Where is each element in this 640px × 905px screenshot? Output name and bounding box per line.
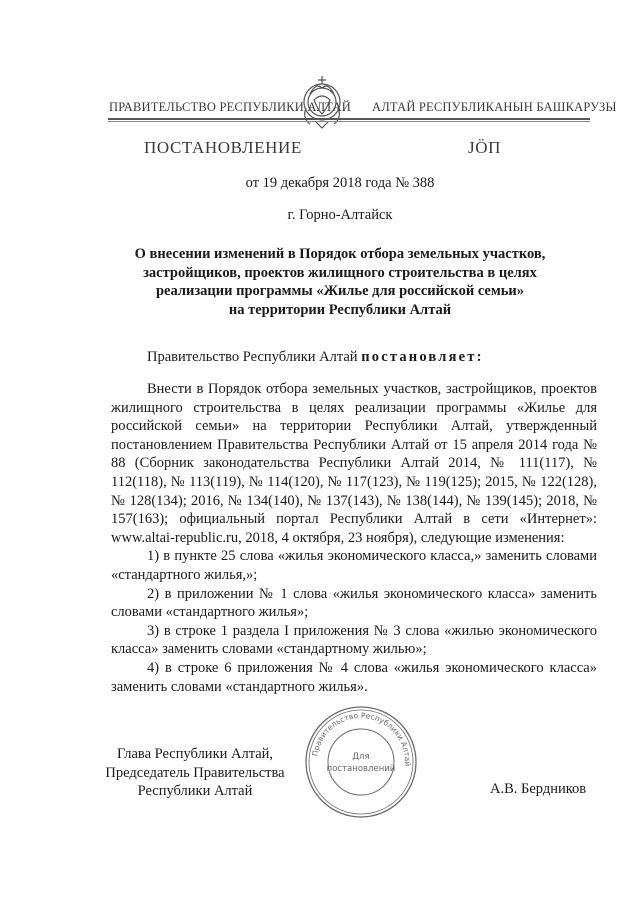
body-paragraph: 4) в строке 6 приложения № 4 слова «жилья экономического класса» заменить словами «стандартного жилья». bbox=[111, 659, 597, 695]
position-line: Председатель Правительства bbox=[105, 764, 285, 781]
decree-title bbox=[110, 245, 570, 319]
stamp-center-text: Для bbox=[352, 752, 370, 762]
org-name-russian: ПРАВИТЕЛЬСТВО РЕСПУБЛИКИ АЛТАЙ bbox=[109, 100, 351, 114]
body-paragraph: 2) в приложении № 1 слова «жилья экономического класса» заменить словами «стандартного жилья»; bbox=[111, 585, 597, 621]
position-line: Республики Алтай bbox=[137, 783, 253, 799]
header-divider-thin bbox=[108, 121, 590, 122]
signatory-name: А.В. Бердников bbox=[490, 781, 587, 797]
header-divider bbox=[108, 118, 590, 120]
decree-prefix: Правительство Республики Алтай bbox=[147, 349, 362, 365]
title-line: застройщиков, проектов жилищного строительства в целях bbox=[143, 264, 537, 281]
decree-verb: постановляет: bbox=[361, 349, 484, 365]
decree-city: г. Горно-Алтайск bbox=[287, 207, 393, 223]
stamp-ring-text: Правительство Республики Алтай bbox=[310, 710, 413, 767]
stamp-center-text: постановлений bbox=[326, 764, 396, 774]
doc-type-russian: ПОСТАНОВЛЕНИЕ bbox=[144, 138, 302, 157]
title-line: реализации программы «Жилье для российской семьи» bbox=[155, 283, 525, 299]
decree-body bbox=[111, 380, 597, 696]
body-paragraph: 3) в строке 1 раздела I приложения № 3 слова «жилью экономического класса» заменить словами «стандартному жилью»; bbox=[111, 622, 597, 658]
title-line: О внесении изменений в Порядок отбора земельных участков, bbox=[134, 246, 546, 262]
decree-date: от 19 декабря 2018 года № 388 bbox=[245, 175, 435, 191]
body-paragraph: 1) в пункте 25 слова «жилья экономического класса,» заменить словами «стандартного жилья,»; bbox=[111, 548, 597, 583]
doc-type-altai: ЈӦП bbox=[468, 138, 501, 157]
decree-statement bbox=[147, 349, 484, 366]
signatory-position bbox=[80, 745, 310, 801]
org-name-altai: АЛТАЙ РЕСПУБЛИКАНЫН БАШКАРУЗЫ bbox=[372, 100, 617, 114]
title-line: на территории Республики Алтай bbox=[228, 301, 452, 318]
position-line: Глава Республики Алтай, bbox=[116, 746, 274, 762]
body-paragraph: Внести в Порядок отбора земельных участков, застройщиков, проектов жилищного строительства в целях реализации программы «Жилье для российской семьи» на территории Республики Алтай, утвержденный постановлением Правительства Республики Алтай от 15 апреля 2014 года № 88 (Сборник законодательства Республики Алтай 2014, № 111(117), № 112(118), № 113(119), № 114(120), № 117(123), № 119(125); 2015, № 122(128), № 128(134); 2016, № 134(140), № 137(143), № 138(144), № 139(145); 2018, № 157(163); официальный портал Республики Алтай в сети «Интернет»: www.altai-republic.ru, 2018, 4 октября, 23 ноября), следующие изменения: bbox=[111, 381, 597, 546]
official-stamp-icon bbox=[302, 703, 420, 821]
